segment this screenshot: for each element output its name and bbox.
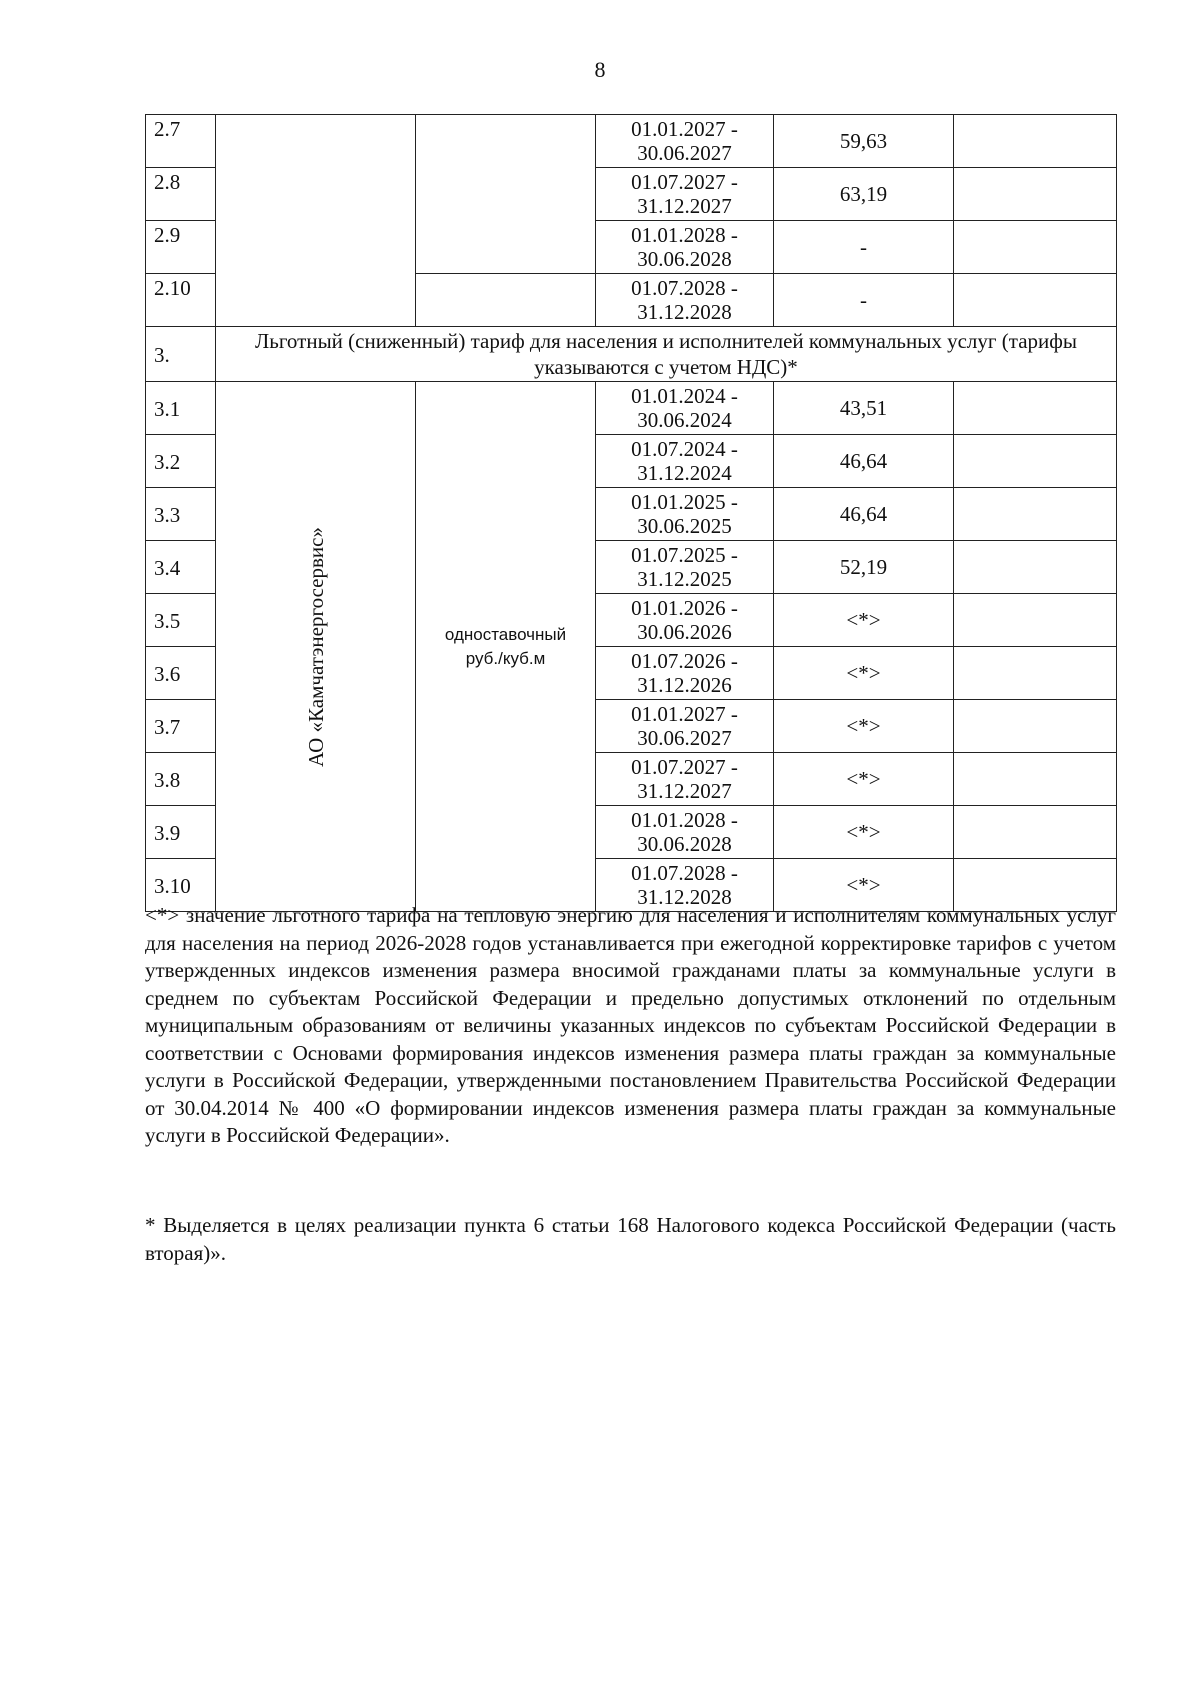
tariff-value: 46,64	[774, 435, 954, 488]
tariff-table	[145, 114, 1117, 912]
tariff-value: <*>	[774, 806, 954, 859]
row-number: 2.9	[146, 221, 216, 274]
period-cell: 01.07.2024 - 31.12.2024	[596, 435, 774, 488]
row-number: 3.8	[146, 753, 216, 806]
empty-cell	[954, 435, 1117, 488]
empty-cell	[954, 647, 1117, 700]
empty-cell	[954, 806, 1117, 859]
row-number: 3.2	[146, 435, 216, 488]
row-number: 3.5	[146, 594, 216, 647]
type-cell-empty	[416, 274, 596, 327]
empty-cell	[954, 753, 1117, 806]
period-cell: 01.01.2027 - 30.06.2027	[596, 115, 774, 168]
empty-cell	[954, 168, 1117, 221]
empty-cell	[954, 274, 1117, 327]
footnote-vat: * Выделяется в целях реализации пункта 6 статьи 168 Налогового кодекса Российской Федерации (часть вторая)».	[145, 1213, 1116, 1265]
tariff-value: 63,19	[774, 168, 954, 221]
row-number: 3.3	[146, 488, 216, 541]
empty-cell	[954, 700, 1117, 753]
organization-cell	[216, 382, 416, 912]
period-cell: 01.01.2028 - 30.06.2028	[596, 221, 774, 274]
organization-name: АО «Камчатэнергосервис»	[303, 526, 328, 767]
tariff-value: 46,64	[774, 488, 954, 541]
period-cell: 01.07.2025 - 31.12.2025	[596, 541, 774, 594]
period-cell: 01.07.2026 - 31.12.2026	[596, 647, 774, 700]
section-header-row	[146, 327, 1117, 382]
row-number: 3.9	[146, 806, 216, 859]
tariff-value: 59,63	[774, 115, 954, 168]
section-number: 3.	[146, 327, 216, 382]
row-number: 3.6	[146, 647, 216, 700]
tariff-value: <*>	[774, 594, 954, 647]
tariff-value: <*>	[774, 647, 954, 700]
period-cell: 01.01.2028 - 30.06.2028	[596, 806, 774, 859]
row-number: 3.7	[146, 700, 216, 753]
org-cell-empty	[216, 115, 416, 327]
tariff-value: -	[774, 221, 954, 274]
empty-cell	[954, 221, 1117, 274]
period-cell: 01.01.2025 - 30.06.2025	[596, 488, 774, 541]
empty-cell	[954, 382, 1117, 435]
tariff-value: 52,19	[774, 541, 954, 594]
tariff-value: <*>	[774, 859, 954, 912]
tariff-type-name: одноставочный	[444, 624, 567, 644]
row-number: 2.10	[146, 274, 216, 327]
period-cell: 01.01.2027 - 30.06.2027	[596, 700, 774, 753]
period-cell: 01.07.2027 - 31.12.2027	[596, 168, 774, 221]
empty-cell	[954, 541, 1117, 594]
page-number: 8	[594, 57, 606, 82]
period-cell: 01.07.2027 - 31.12.2027	[596, 753, 774, 806]
tariff-value: -	[774, 274, 954, 327]
row-number: 2.7	[146, 115, 216, 168]
section-title: Льготный (сниженный) тариф для населения и исполнителей коммунальных услуг (тарифы указываются с учетом НДС)*	[216, 327, 1117, 382]
empty-cell	[954, 488, 1117, 541]
period-cell: 01.07.2028 - 31.12.2028	[596, 274, 774, 327]
tariff-value: <*>	[774, 753, 954, 806]
type-cell-empty	[416, 115, 596, 274]
table-row	[146, 382, 1117, 435]
tariff-value: 43,51	[774, 382, 954, 435]
period-cell: 01.01.2026 - 30.06.2026	[596, 594, 774, 647]
row-number: 3.1	[146, 382, 216, 435]
row-number: 3.4	[146, 541, 216, 594]
period-cell: 01.07.2028 - 31.12.2028	[596, 859, 774, 912]
period-cell: 01.01.2024 - 30.06.2024	[596, 382, 774, 435]
empty-cell	[954, 115, 1117, 168]
table-row	[146, 115, 1117, 168]
footnote-value-explanation: <*> значение льготного тарифа на тепловую энергию для населения и исполнителям коммунальных услуг для населения на период 2026-2028 годов устанавливается при ежегодной корректировке тарифов с учетом утвержденных индексов изменения размера вносимой гражданами платы за коммунальные услуги в среднем по субъектам Российской Федерации и предельно допустимых отклонений по отдельным муниципальным образованиям от величины указанных индексов по субъектам Российской Федерации в соответствии с Основами формирования индексов изменения размера платы граждан за коммунальные услуги в Российской Федерации, утвержденными постановлением Правительства Российской Федерации от 30.04.2014 № 400 «О формировании индексов изменения размера платы граждан за коммунальные услуги в Российской Федерации».	[145, 903, 1116, 1147]
empty-cell	[954, 594, 1117, 647]
tariff-unit: руб./куб.м	[465, 648, 546, 668]
tariff-value: <*>	[774, 700, 954, 753]
tariff-type-cell	[416, 382, 596, 912]
row-number: 3.10	[146, 859, 216, 912]
row-number: 2.8	[146, 168, 216, 221]
tariff-type	[416, 623, 595, 671]
